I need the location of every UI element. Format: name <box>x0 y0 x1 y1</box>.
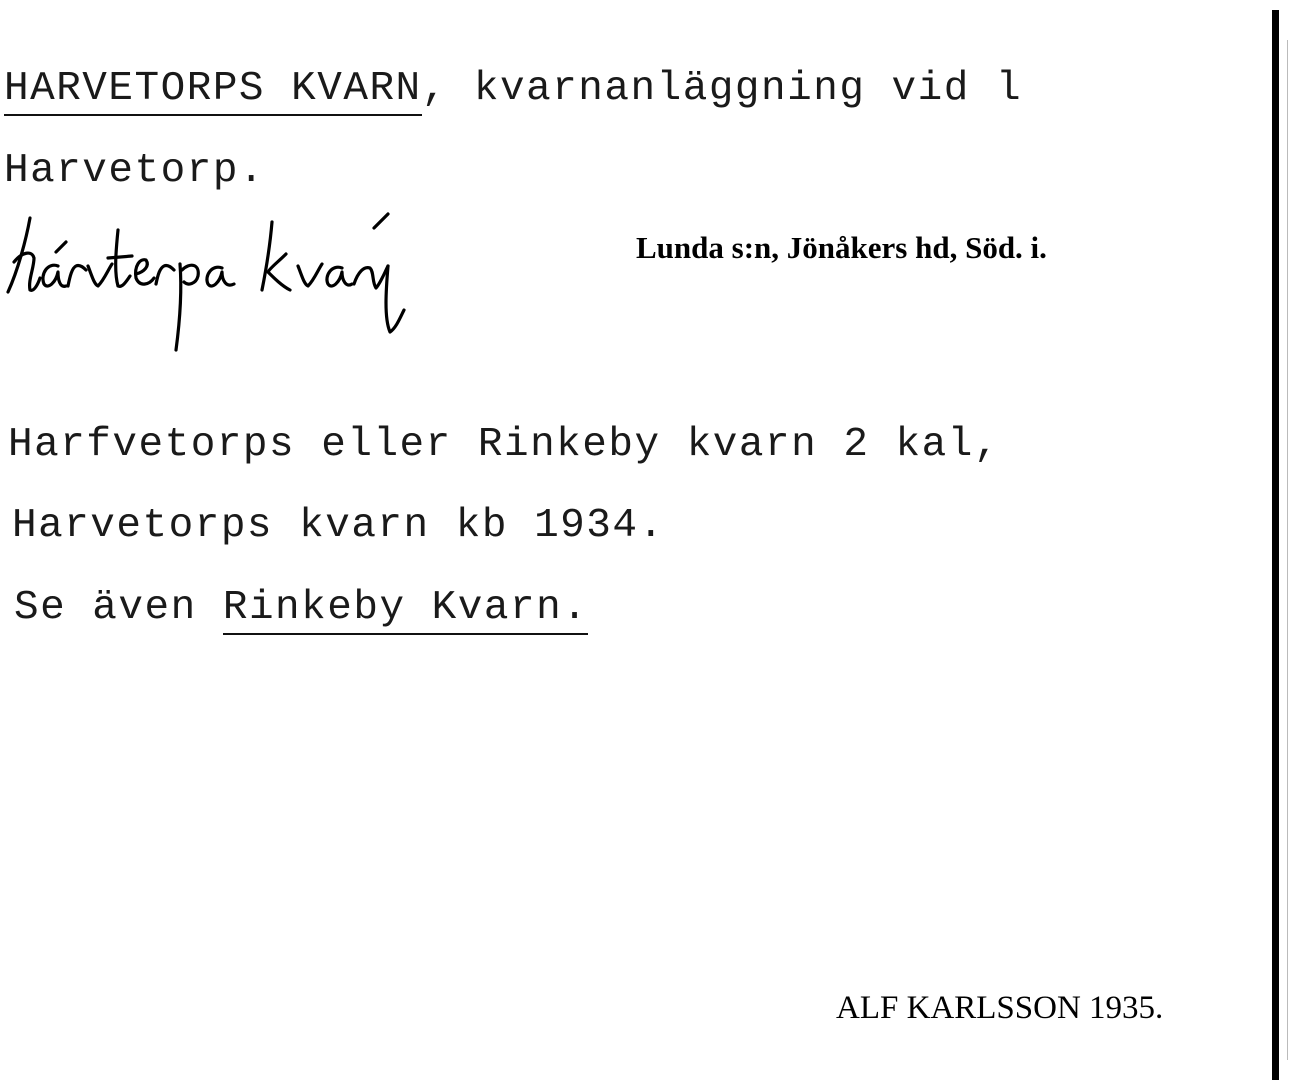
see-also-reference: Rinkeby Kvarn. <box>223 585 588 635</box>
location-line: Lunda s:n, Jönåkers hd, Söd. i. <box>636 230 1047 265</box>
body-line-1: Harfvetorps eller Rinkeby kvarn 2 kal, <box>8 422 1000 468</box>
heading-rest: , kvarnanläggning vid l <box>421 66 1023 112</box>
body-line-2: Harvetorps kvarn kb 1934. <box>12 503 665 549</box>
heading-line-1 <box>4 66 1022 112</box>
author-signature: ALF KARLSSON 1935. <box>836 990 1164 1026</box>
card-edge-faint <box>1287 40 1288 1060</box>
see-also-line <box>14 585 588 631</box>
handwritten-name <box>0 200 470 360</box>
heading-line-2: Harvetorp. <box>4 148 266 194</box>
see-also-prefix: Se även <box>14 585 223 631</box>
heading-name: HARVETORPS KVARN <box>4 66 422 116</box>
card-edge <box>1272 10 1279 1080</box>
